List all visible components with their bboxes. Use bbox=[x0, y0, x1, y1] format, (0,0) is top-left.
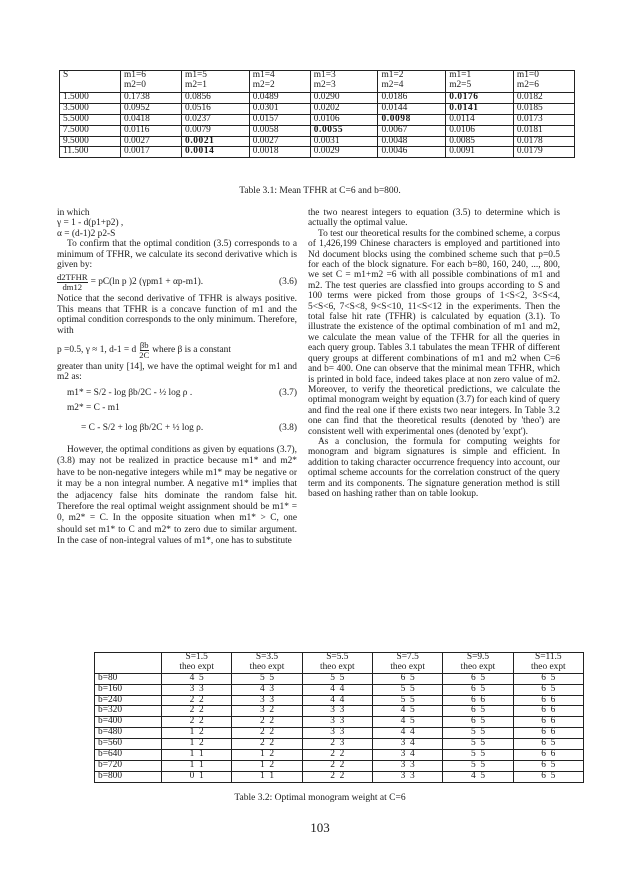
table-cell: 6 6 bbox=[513, 706, 583, 717]
col-header-m1: m1=3 bbox=[313, 70, 336, 80]
page-number: 103 bbox=[310, 820, 330, 835]
table-cell: 3 3 bbox=[302, 706, 372, 717]
col-header-s: S=5.5 bbox=[326, 652, 349, 662]
table-3-2-col-header bbox=[372, 653, 442, 674]
table-cell: 0.0157 bbox=[249, 114, 310, 125]
table-row bbox=[60, 125, 575, 136]
table-cell: 0 1 bbox=[162, 771, 232, 782]
table-cell: 0.0085 bbox=[446, 136, 514, 147]
col-header-s: S=1.5 bbox=[185, 652, 208, 662]
col-header-m1: m1=1 bbox=[449, 70, 472, 80]
col-header-m1: m1=2 bbox=[381, 70, 404, 80]
table-3-1-corner: S bbox=[60, 71, 121, 93]
table-cell: 4 5 bbox=[372, 717, 442, 728]
col-header-theo-expt: theo expt bbox=[531, 661, 566, 672]
cell-minimum-tfhr: 0.0021 bbox=[182, 136, 250, 147]
table-3-2-col-header bbox=[513, 653, 583, 674]
table-row bbox=[60, 93, 575, 104]
paragraph-two-nearest: the two nearest integers to equation (3.5) to determine which is actually the optimal value. bbox=[308, 208, 560, 229]
table-3-1-col-header bbox=[310, 71, 378, 93]
table-row bbox=[95, 684, 584, 695]
row-label-b: b=720 bbox=[95, 760, 162, 771]
table-cell: 0.0182 bbox=[513, 93, 574, 104]
paragraph-notice: Notice that the second derivative of TFHR is always positive. This means that TFHR is a concave function of m1 and the optimal condition corresponds to the only minimum. Therefore, with bbox=[57, 294, 297, 336]
table-cell: 2 2 bbox=[232, 717, 302, 728]
table-cell: 0.0178 bbox=[513, 136, 574, 147]
table-cell: 4 4 bbox=[302, 684, 372, 695]
table-cell: 6 5 bbox=[513, 739, 583, 750]
table-cell: 0.0106 bbox=[446, 125, 514, 136]
col-header-theo-expt: theo expt bbox=[249, 661, 285, 672]
row-label-b: b=240 bbox=[95, 695, 162, 706]
table-cell: 0.1738 bbox=[121, 93, 182, 104]
col-header-s: S=7.5 bbox=[396, 652, 419, 662]
table-cell: 5 5 bbox=[443, 728, 513, 739]
table-row bbox=[95, 739, 584, 750]
col-header-theo-expt: theo expt bbox=[390, 661, 425, 672]
table-cell: 3 3 bbox=[232, 695, 302, 706]
table-cell: 3 3 bbox=[162, 684, 232, 695]
table-cell: 4 5 bbox=[443, 771, 513, 782]
beta-condition-right: where β is a constant bbox=[152, 344, 231, 355]
table-cell: 0.0237 bbox=[182, 114, 250, 125]
table-cell: 5 5 bbox=[372, 695, 442, 706]
table-cell: 4 5 bbox=[372, 706, 442, 717]
table-3-2 bbox=[94, 652, 584, 783]
table-cell: 0.0091 bbox=[446, 147, 514, 158]
table-row bbox=[60, 147, 575, 158]
alpha-definition: α = (d-1)2 p2-S bbox=[57, 228, 116, 239]
table-cell: 3 4 bbox=[372, 749, 442, 760]
table-cell: 6 6 bbox=[513, 717, 583, 728]
table-cell: 0.0079 bbox=[182, 125, 250, 136]
paragraph-conclusion: As a conclusion, the formula for computing weights for monogram and bigram signatures is simple and efficient. In addition to taking character occurrence frequency into account, our optimal scheme accounts for the correlation construct of the query term and its components. The signature generation method is still based on hashing rather than on table lookup. bbox=[308, 436, 560, 499]
col-header-m2: m2=0 bbox=[124, 79, 146, 90]
table-row bbox=[60, 103, 575, 114]
table-cell: 6 5 bbox=[513, 684, 583, 695]
col-header-m2: m2=6 bbox=[516, 79, 539, 90]
table-cell: 0.0290 bbox=[310, 93, 378, 104]
table-cell: 0.0418 bbox=[121, 114, 182, 125]
row-label-b: b=800 bbox=[95, 771, 162, 782]
table-cell: 0.0202 bbox=[310, 103, 378, 114]
col-header-theo-expt: theo expt bbox=[320, 661, 355, 672]
table-row bbox=[95, 695, 584, 706]
row-label-s: 3.5000 bbox=[60, 103, 121, 114]
table-cell: 3 2 bbox=[232, 706, 302, 717]
table-row bbox=[95, 749, 584, 760]
col-header-s: S=3.5 bbox=[255, 652, 279, 662]
table-cell: 2 2 bbox=[162, 706, 232, 717]
paragraph-confirm: To confirm that the optimal condition (3.5) corresponds to a minimum of TFHR, we calculate its second derivative which is given by: bbox=[57, 239, 297, 271]
beta-fraction bbox=[139, 341, 149, 360]
text-in-which: in which bbox=[57, 208, 90, 218]
equation-m2: m2* = C - m1 bbox=[67, 402, 120, 413]
table-3-2-col-header bbox=[443, 653, 513, 674]
table-row bbox=[95, 728, 584, 739]
table-3-1-col-header bbox=[378, 71, 446, 93]
right-column bbox=[308, 208, 560, 499]
row-label-b: b=160 bbox=[95, 684, 162, 695]
row-label-s: 5.5000 bbox=[60, 114, 121, 125]
cell-minimum-tfhr: 0.0098 bbox=[378, 114, 446, 125]
table-cell: 5 5 bbox=[232, 673, 302, 684]
table-cell: 0.0048 bbox=[378, 136, 446, 147]
table-cell: 3 4 bbox=[372, 739, 442, 750]
table-cell: 2 2 bbox=[232, 739, 302, 750]
table-cell: 0.0952 bbox=[121, 103, 182, 114]
table-cell: 5 5 bbox=[372, 684, 442, 695]
table-cell: 2 3 bbox=[302, 739, 372, 750]
beta-condition bbox=[57, 338, 297, 362]
row-label-s: 9.5000 bbox=[60, 136, 121, 147]
table-cell: 0.0018 bbox=[249, 147, 310, 158]
equation-3-8 bbox=[57, 417, 297, 439]
table-cell: 1 1 bbox=[162, 760, 232, 771]
table-3-2-corner bbox=[95, 653, 162, 674]
table-3-2-col-header bbox=[162, 653, 232, 674]
table-cell: 0.0181 bbox=[513, 125, 574, 136]
paragraph-greater: greater than unity [14], we have the optimal weight for m1 and m2 as: bbox=[57, 362, 297, 383]
table-cell: 6 5 bbox=[443, 717, 513, 728]
table-3-2-caption: Table 3.2: Optimal monogram weight at C=6 bbox=[234, 793, 406, 803]
table-3-1 bbox=[59, 70, 575, 158]
table-cell: 0.0106 bbox=[310, 114, 378, 125]
table-cell: 6 6 bbox=[513, 749, 583, 760]
table-row bbox=[60, 136, 575, 147]
table-3-1-col-header bbox=[446, 71, 514, 93]
table-row bbox=[95, 706, 584, 717]
table-cell: 2 2 bbox=[162, 717, 232, 728]
table-cell: 6 6 bbox=[443, 695, 513, 706]
table-3-1-col-header bbox=[182, 71, 250, 93]
eq36-fraction bbox=[57, 273, 88, 292]
table-cell: 3 3 bbox=[372, 771, 442, 782]
table-cell: 4 4 bbox=[372, 728, 442, 739]
table-cell: 3 3 bbox=[302, 728, 372, 739]
eq38-number: (3.8) bbox=[279, 422, 297, 433]
row-label-b: b=80 bbox=[95, 673, 162, 684]
col-header-m2: m2=3 bbox=[313, 79, 336, 90]
table-cell: 5 5 bbox=[443, 749, 513, 760]
table-cell: 3 3 bbox=[302, 717, 372, 728]
table-cell: 5 5 bbox=[443, 760, 513, 771]
table-cell: 0.0029 bbox=[310, 147, 378, 158]
col-header-m1: m1=0 bbox=[516, 70, 539, 80]
table-cell: 4 3 bbox=[232, 684, 302, 695]
col-header-m2: m2=1 bbox=[185, 79, 207, 90]
table-cell: 0.0301 bbox=[249, 103, 310, 114]
table-cell: 6 5 bbox=[443, 673, 513, 684]
table-3-2-col-header bbox=[232, 653, 302, 674]
table-cell: 0.0186 bbox=[378, 93, 446, 104]
equation-3-7 bbox=[57, 383, 297, 403]
cell-minimum-tfhr: 0.0014 bbox=[182, 147, 250, 158]
eq37-body: m1* = S/2 - log βb/2C - ½ log ρ . bbox=[67, 387, 193, 398]
table-cell: 1 2 bbox=[162, 728, 232, 739]
eq36-denominator: dm12 bbox=[62, 281, 83, 292]
table-cell: 0.0031 bbox=[310, 136, 378, 147]
row-label-b: b=320 bbox=[95, 706, 162, 717]
table-cell: 0.0116 bbox=[121, 125, 182, 136]
table-3-1-col-header bbox=[121, 71, 182, 93]
table-cell: 1 1 bbox=[232, 771, 302, 782]
table-cell: 2 2 bbox=[302, 771, 372, 782]
cell-minimum-tfhr: 0.0141 bbox=[446, 103, 514, 114]
table-3-2-col-header bbox=[302, 653, 372, 674]
table-cell: 0.0058 bbox=[249, 125, 310, 136]
table-cell: 0.0067 bbox=[378, 125, 446, 136]
row-label-b: b=640 bbox=[95, 749, 162, 760]
col-header-theo-expt: theo expt bbox=[179, 661, 214, 672]
eq36-rhs: = pC(ln p )2 (γpm1 + αp-m1). bbox=[90, 277, 204, 288]
table-cell: 6 5 bbox=[372, 673, 442, 684]
beta-condition-left: p =0.5, γ ≈ 1, d-1 = d bbox=[57, 344, 137, 355]
left-column bbox=[57, 208, 297, 548]
table-cell: 4 5 bbox=[162, 673, 232, 684]
eq37-number: (3.7) bbox=[279, 387, 297, 398]
table-row bbox=[95, 673, 584, 684]
table-cell: 5 5 bbox=[443, 739, 513, 750]
table-cell: 0.0516 bbox=[182, 103, 250, 114]
table-cell: 6 5 bbox=[513, 760, 583, 771]
table-3-1-header-row bbox=[60, 71, 575, 93]
table-cell: 6 5 bbox=[513, 673, 583, 684]
table-cell: 6 5 bbox=[443, 684, 513, 695]
table-3-1-col-header bbox=[249, 71, 310, 93]
beta-fraction-den: 2C bbox=[139, 349, 150, 360]
table-cell: 3 3 bbox=[372, 760, 442, 771]
equation-3-6 bbox=[57, 270, 297, 294]
table-cell: 1 2 bbox=[232, 760, 302, 771]
table-cell: 0.0185 bbox=[513, 103, 574, 114]
table-cell: 2 2 bbox=[302, 749, 372, 760]
table-cell: 0.0027 bbox=[121, 136, 182, 147]
table-cell: 6 5 bbox=[513, 771, 583, 782]
table-cell: 2 2 bbox=[302, 760, 372, 771]
table-cell: 0.0144 bbox=[378, 103, 446, 114]
table-row bbox=[95, 760, 584, 771]
eq38-body: = C - S/2 + log βb/2C + ½ log ρ. bbox=[81, 422, 204, 433]
col-header-m1: m1=5 bbox=[185, 70, 207, 80]
cell-minimum-tfhr: 0.0176 bbox=[446, 93, 514, 104]
table-cell: 0.0114 bbox=[446, 114, 514, 125]
table-row bbox=[60, 114, 575, 125]
table-cell: 0.0856 bbox=[182, 93, 250, 104]
gamma-definition: γ = 1 - d(p1+p2) , bbox=[57, 218, 124, 229]
table-row bbox=[95, 717, 584, 728]
table-cell: 1 2 bbox=[162, 739, 232, 750]
table-cell: 0.0489 bbox=[249, 93, 310, 104]
table-cell: 0.0027 bbox=[249, 136, 310, 147]
beta-fraction-num: βb bbox=[139, 339, 149, 350]
col-header-s: S=9.5 bbox=[466, 652, 490, 662]
table-cell: 0.0173 bbox=[513, 114, 574, 125]
table-cell: 4 4 bbox=[302, 695, 372, 706]
table-cell: 6 6 bbox=[513, 695, 583, 706]
table-row bbox=[95, 771, 584, 782]
table-cell: 0.0017 bbox=[121, 147, 182, 158]
table-cell: 0.0046 bbox=[378, 147, 446, 158]
paragraph-test: To test our theoretical results for the combined scheme, a corpus of 1,426,199 Chinese characters is employed and partitioned into Nd document blocks using the combined scheme such that p=0.5 for each of the block signature. For each b=80, 160, 240, ..., 800, we set C = m1+m2 =6 with all possible combinations of m1 and m2. The test queries are classfied into groups according to S and 100 terms were picked from those groups of 1<S<2, 3<S<4, 5<S<6, 7<S<8, 9<S<10, 11<S<12 in the experiments. Then the total false hit rate (TFHR) is calculated by equation (3.1). To illustrate the existence of the optimal combination of m1 and m2, we calculate the mean value of the TFHR for all the queries in each query group. Tables 3.1 tabulates the mean TFHR of different query groups at different combinations of m1 and m2 when C=6 and b= 400. One can observe that the minimal mean TFHR, which is printed in bold face, indeed takes place at non zero value of m2. Moreover, to verify the theoretical predictions, we calculate the optimal monogram weight by equation (3.7) for each kind of query and find the real one if there exists two near integers. In Table 3.2 one can find that the theoretical results (denoted by 'theo') are consistent well with experimental ones (denoted by 'expt'). bbox=[308, 228, 560, 437]
col-header-m2: m2=4 bbox=[381, 79, 404, 90]
table-3-1-caption: Table 3.1: Mean TFHR at C=6 and b=800. bbox=[239, 186, 401, 196]
table-cell: 6 5 bbox=[443, 706, 513, 717]
col-header-m1: m1=4 bbox=[252, 70, 275, 80]
table-3-1-col-header bbox=[513, 71, 574, 93]
table-3-2-header-row bbox=[95, 653, 584, 674]
table-cell: 2 2 bbox=[162, 695, 232, 706]
table-cell: 5 5 bbox=[302, 673, 372, 684]
table-cell: 2 2 bbox=[232, 728, 302, 739]
col-header-s: S=11.5 bbox=[535, 652, 562, 662]
paragraph-however: However, the optimal conditions as given by equations (3.7), (3.8) may not be realized in practice because m1* and m2* have to be non-negative integers while m1* may be negative or it may be a non integral number. A negative m1* implies that the adjacency false hits dominate the random false hit. Therefore the real optimal weight assignment should be m1* = 0, m2* = C. In the opposite situation when m1* > C, one should set m1* to C and m2* to zero due to similar argument. In the case of non-integral values of m1*, one has to substitute bbox=[57, 444, 297, 547]
eq36-numerator: d2TFHR bbox=[57, 271, 88, 282]
row-label-b: b=480 bbox=[95, 728, 162, 739]
row-label-s: 7.5000 bbox=[60, 125, 121, 136]
table-cell: 0.0179 bbox=[513, 147, 574, 158]
col-header-m1: m1=6 bbox=[124, 70, 146, 80]
row-label-b: b=560 bbox=[95, 739, 162, 750]
row-label-b: b=400 bbox=[95, 717, 162, 728]
col-header-m2: m2=5 bbox=[449, 79, 472, 90]
table-cell: 1 1 bbox=[162, 749, 232, 760]
eq36-number: (3.6) bbox=[279, 277, 297, 288]
cell-minimum-tfhr: 0.0055 bbox=[310, 125, 378, 136]
row-label-s: 11.500 bbox=[60, 147, 121, 158]
col-header-theo-expt: theo expt bbox=[460, 661, 496, 672]
table-cell: 6 6 bbox=[513, 728, 583, 739]
table-cell: 1 2 bbox=[232, 749, 302, 760]
row-label-s: 1.5000 bbox=[60, 93, 121, 104]
col-header-m2: m2=2 bbox=[252, 79, 275, 90]
